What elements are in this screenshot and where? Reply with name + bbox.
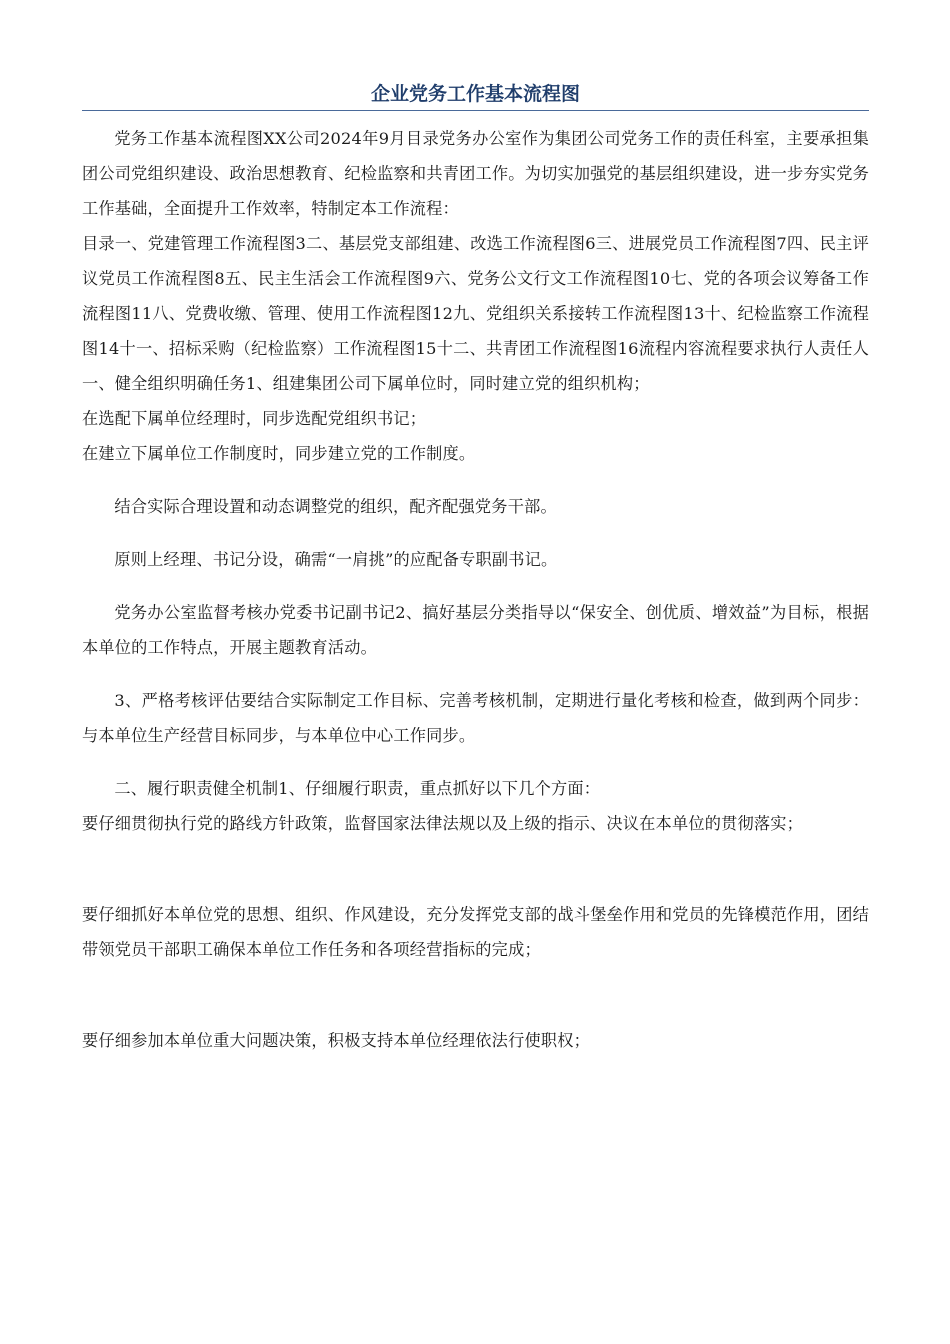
paragraph-intro: 党务工作基本流程图XX公司2024年9月目录党务办公室作为集团公司党务工作的责任科室，主要承担集团公司党组织建设、政治思想教育、纪检监察和共青团工作。为切实加强党的基层组织建设，进一步夯实党务工作基础，全面提升工作效率，特制定本工作流程：	[82, 129, 869, 218]
paragraph-guidance: 党务办公室监督考核办党委书记副书记2、搞好基层分类指导以“保安全、创优质、增效益”为目标，根据本单位的工作特点，开展主题教育活动。	[82, 603, 869, 657]
paragraph-set-organization: 结合实际合理设置和动态调整党的组织，配齐配强党务干部。	[114, 497, 557, 516]
paragraph-assessment: 3、严格考核评估要结合实际制定工作目标、完善考核机制，定期进行量化考核和检查，做到两个同步：与本单位生产经营目标同步，与本单位中心工作同步。	[82, 691, 869, 745]
paragraph-implement-policy: 要仔细贯彻执行党的路线方针政策，监督国家法律法规以及上级的指示、决议在本单位的贯彻落实；	[82, 814, 804, 833]
document-title: 企业党务工作基本流程图	[370, 83, 580, 105]
paragraph-decision-making: 要仔细参加本单位重大问题决策，积极支持本单位经理依法行使职权；	[82, 1031, 591, 1050]
paragraph-contents: 目录一、党建管理工作流程图3二、基层党支部组建、改选工作流程图6三、进展党员工作流程图7四、民主评议党员工作流程图8五、民主生活会工作流程图9六、党务公文行文工作流程图10七、党的各项会议筹备工作流程图11八、党费收缴、管理、使用工作流程图12九、党组织关系接转工作流程图13十、纪检监察工作流程图14十一、招标采购（纪检监察）工作流程图15十二、共青团工作流程图16流程内容流程要求执行人责任人一、健全组织明确任务1、组建集团公司下属单位时，同时建立党的组织机构；	[82, 234, 869, 393]
title-underline	[82, 110, 869, 111]
paragraph-work-system: 在建立下属单位工作制度时，同步建立党的工作制度。	[82, 444, 476, 463]
paragraph-select-secretary: 在选配下属单位经理时，同步选配党组织书记；	[82, 409, 427, 428]
document-page	[82, 78, 869, 1058]
paragraph-separate-roles: 原则上经理、书记分设，确需“一肩挑”的应配备专职副书记。	[114, 550, 558, 569]
paragraph-duties: 二、履行职责健全机制1、仔细履行职责，重点抓好以下几个方面：	[114, 779, 601, 798]
paragraph-party-building: 要仔细抓好本单位党的思想、组织、作风建设，充分发挥党支部的战斗堡垒作用和党员的先锋模范作用，团结带领党员干部职工确保本单位工作任务和各项经营指标的完成；	[82, 905, 869, 959]
